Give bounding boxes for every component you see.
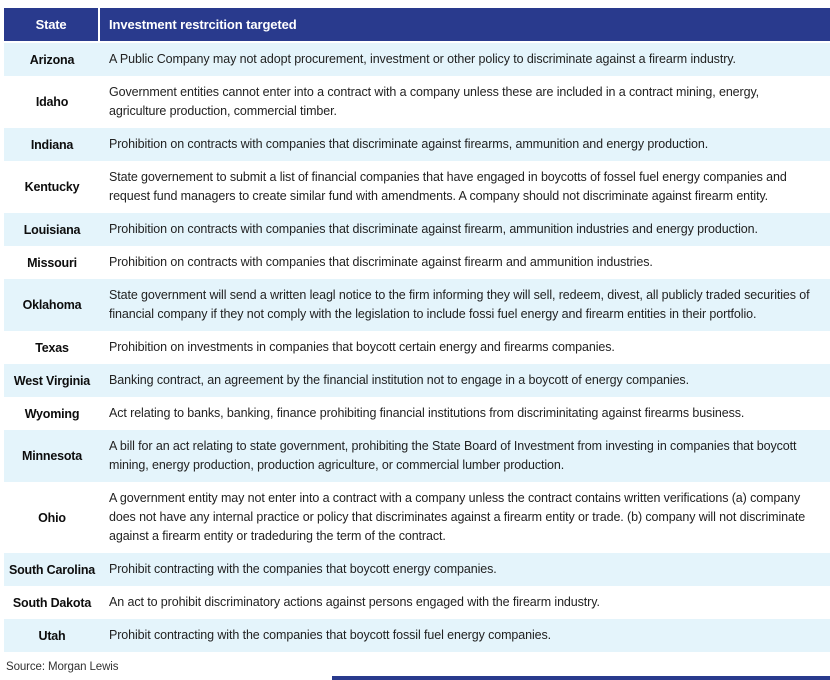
state-cell: Louisiana: [23, 222, 81, 237]
restriction-cell: Prohibit contracting with the companies that boycott fossil fuel energy companies.: [109, 628, 552, 642]
state-cell: South Carolina: [8, 562, 96, 577]
restriction-cell: State governement to submit a list of financial companies that have engaged in boycotts of fossel fuel energy companies and request fund managers to create similar fund with amendments. A company should not discriminate against firearm entity.: [109, 170, 787, 203]
state-cell: South Dakota: [12, 595, 92, 610]
restriction-cell: A Public Company may not adopt procurement, investment or other policy to discriminate against a firearm industry.: [109, 52, 736, 66]
table-row: [4, 161, 830, 213]
state-cell: Utah: [38, 628, 66, 643]
state-cell: West Virginia: [13, 373, 91, 388]
state-cell: Kentucky: [24, 180, 80, 194]
state-cell: Indiana: [30, 137, 74, 152]
state-cell: Oklahoma: [22, 298, 82, 312]
header-state: State: [4, 8, 100, 41]
table-row: [4, 482, 830, 553]
bottom-accent-bar: [332, 676, 830, 680]
state-restrictions-table: [4, 8, 830, 652]
state-cell: Idaho: [35, 95, 69, 109]
restriction-cell: Government entities cannot enter into a contract with a company unless these are included in a contract mining, energy, agriculture production, commercial timber.: [109, 85, 760, 118]
table-body: [4, 43, 830, 652]
table-row: [4, 331, 830, 364]
table-row: [4, 619, 830, 652]
state-cell: Texas: [35, 340, 69, 355]
restriction-cell: A bill for an act relating to state government, prohibiting the State Board of Investment from investing in companies that boycott mining, energy production, production agriculture, or commercial lumber production.: [109, 439, 797, 472]
state-cell: Ohio: [38, 510, 66, 525]
restriction-cell: Prohibition on contracts with companies that discriminate against firearm and ammunition industries.: [109, 255, 653, 269]
restriction-cell: Prohibition on contracts with companies that discriminate against firearm, ammunition industries and energy production.: [109, 222, 758, 236]
table-row: [4, 43, 830, 76]
table-row: [4, 279, 830, 331]
table-row: [4, 430, 830, 482]
restriction-cell: Prohibit contracting with the companies that boycott energy companies.: [109, 562, 497, 576]
restriction-cell: Act relating to banks, banking, finance prohibiting financial institutions from discriminitating against firearms business.: [109, 406, 745, 420]
table-row: [4, 397, 830, 430]
table-row: [4, 364, 830, 397]
table-row: [4, 76, 830, 128]
state-cell: Missouri: [27, 255, 77, 270]
state-cell: Wyoming: [24, 406, 80, 421]
table-row: [4, 128, 830, 161]
restriction-cell: Banking contract, an agreement by the financial institution not to engage in a boycott of energy companies.: [109, 373, 689, 387]
restriction-cell: Prohibition on investments in companies that boycott certain energy and firearms companies.: [109, 340, 615, 354]
restriction-cell: State government will send a written leagl notice to the firm informing they will sell, redeem, divest, all publicly traded securities of financial company if they not comply with the legislation to include fossi fuel energy and firearm entities in their portfolio.: [109, 288, 810, 321]
restriction-cell: Prohibition on contracts with companies that discriminate against firearms, ammunition and energy production.: [109, 137, 709, 151]
state-cell: Minnesota: [21, 449, 82, 463]
restriction-cell: A government entity may not enter into a contract with a company unless the contract contains written verifications (a) company does not have any internal practice or policy that discriminates against a firearm entity or trade. (b) company will not discriminate against a firearm entity or tradeduring the term of the contract.: [109, 491, 806, 543]
state-cell: Arizona: [29, 52, 75, 67]
table-row: [4, 246, 830, 279]
source-attribution: Source: Morgan Lewis: [6, 661, 119, 673]
header-restriction: Investment restrcition targeted: [109, 17, 297, 32]
table-row: [4, 586, 830, 619]
table-row: [4, 553, 830, 586]
table-row: [4, 213, 830, 246]
table-header-row: [4, 8, 830, 41]
restriction-cell: An act to prohibit discriminatory actions against persons engaged with the firearm industry.: [109, 595, 600, 609]
